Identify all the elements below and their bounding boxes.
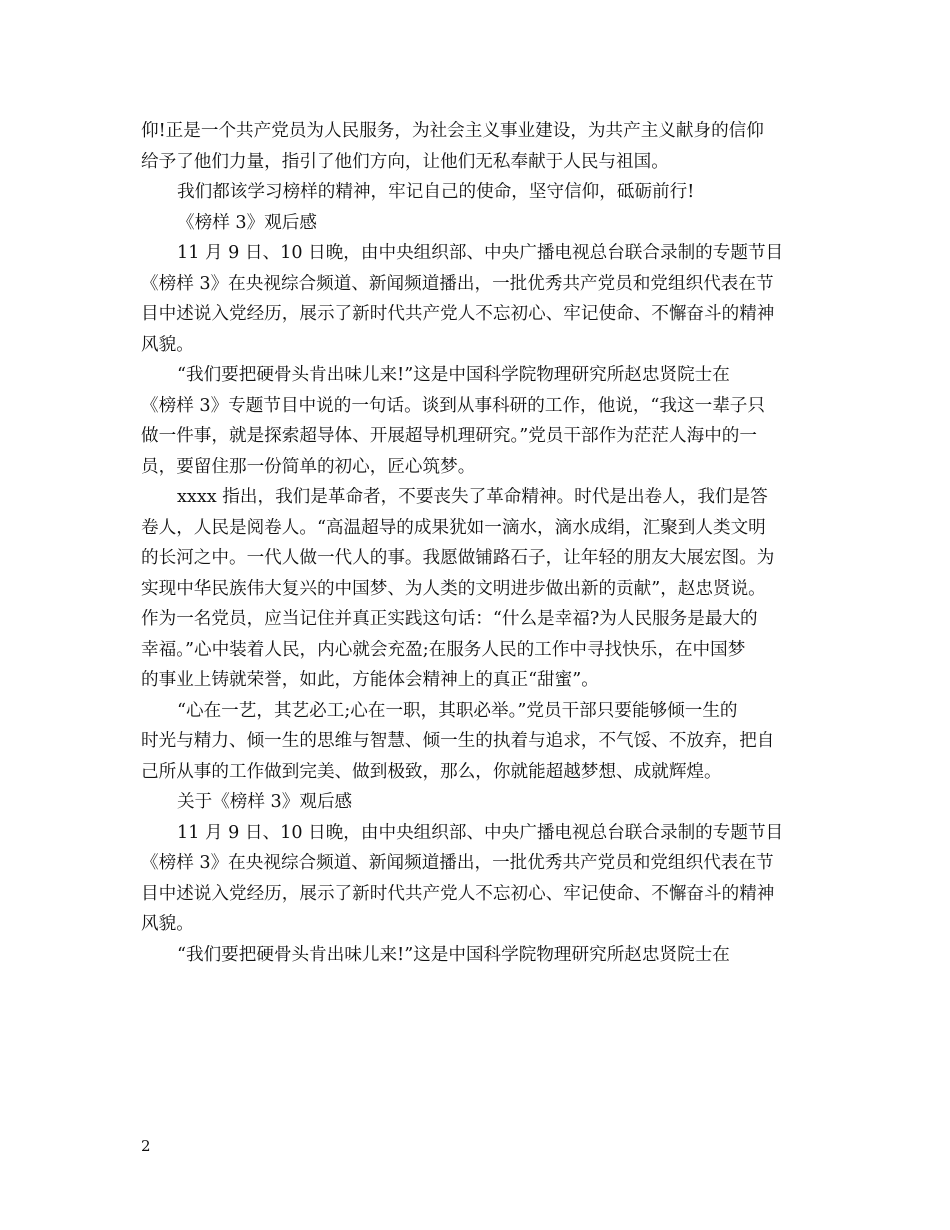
text-line: “心在一艺，其艺必工;心在一职，其职必举。”党员干部只要能够倾一生的 (177, 700, 738, 721)
text-line: 11 月 9 日、10 日晚，由中央组织部、中央广播电视总台联合录制的专题节目 (177, 243, 784, 263)
text-line: 时光与精力、倾一生的思维与智慧、倾一生的执着与追求，不气馁、不放弃，把自 (141, 731, 775, 751)
text-line: 《榜样 3》观后感 (177, 212, 317, 233)
page-number: 2 (141, 1137, 151, 1155)
text-line: 我们都该学习榜样的精神，牢记自己的使命，坚守信仰，砥砺前行! (177, 182, 695, 202)
text-line: 卷人，人民是阅卷人。“高温超导的成果犹如一滴水，滴水成绢，汇聚到人类文明 (141, 517, 766, 538)
text-line: xxxx 指出，我们是革命者，不要丧失了革命精神。时代是出卷人，我们是答 (177, 487, 768, 507)
text-line: 风貌。 (141, 914, 194, 934)
text-line: 《榜样 3》在央视综合频道、新闻频道播出，一批优秀共产党员和党组织代表在节 (141, 853, 774, 873)
text-line: 幸福。”心中装着人民，内心就会充盈;在服务人民的工作中寻找快乐，在中国梦 (141, 639, 746, 660)
text-line: 的事业上铸就荣誉，如此，方能体会精神上的真正“甜蜜”。 (141, 670, 599, 690)
text-line: 实现中华民族伟大复兴的中国梦、为人类的文明进步做出新的贡献”，赵忠贤说。 (141, 578, 766, 599)
text-line: 己所从事的工作做到完美、做到极致，那么，你就能超越梦想、成就辉煌。 (141, 761, 722, 782)
text-line: 作为一名党员，应当记住并真正实践这句话：“什么是幸福?为人民服务是最大的 (141, 609, 758, 629)
text-line: 11 月 9 日、10 日晚，由中央组织部、中央广播电视总台联合录制的专题节目 (177, 822, 784, 843)
text-line: 员，要留住那一份简单的初心，匠心筑梦。 (141, 456, 476, 477)
text-line: “我们要把硬骨头肯出味儿来!”这是中国科学院物理研究所赵忠贤院士在 (177, 944, 730, 965)
text-line: 《榜样 3》专题节目中说的一句话。谈到从事科研的工作，他说，“我这一辈子只 (141, 395, 765, 416)
text-line: 风貌。 (141, 334, 194, 355)
text-line: 《榜样 3》在央视综合频道、新闻频道播出，一批优秀共产党员和党组织代表在节 (141, 273, 774, 294)
text-line: “我们要把硬骨头肯出味儿来!”这是中国科学院物理研究所赵忠贤院士在 (177, 365, 730, 385)
text-line: 给予了他们力量，指引了他们方向，让他们无私奉献于人民与祖国。 (141, 151, 669, 172)
body-text (141, 116, 810, 970)
text-line: 做一件事，就是探索超导体、开展超导机理研究。”党员干部作为茫茫人海中的一 (141, 426, 757, 446)
text-line: 仰!正是一个共产党员为人民服务，为社会主义事业建设，为共产主义献身的信仰 (141, 121, 764, 141)
text-line: 目中述说入党经历，展示了新时代共产党人不忘初心、牢记使命、不懈奋斗的精神 (141, 304, 775, 324)
text-line: 关于《榜样 3》观后感 (177, 792, 353, 812)
text-line: 的长河之中。一代人做一代人的事。我愿做铺路石子，让年轻的朋友大展宏图。为 (141, 548, 775, 568)
text-line: 目中述说入党经历，展示了新时代共产党人不忘初心、牢记使命、不懈奋斗的精神 (141, 883, 775, 904)
